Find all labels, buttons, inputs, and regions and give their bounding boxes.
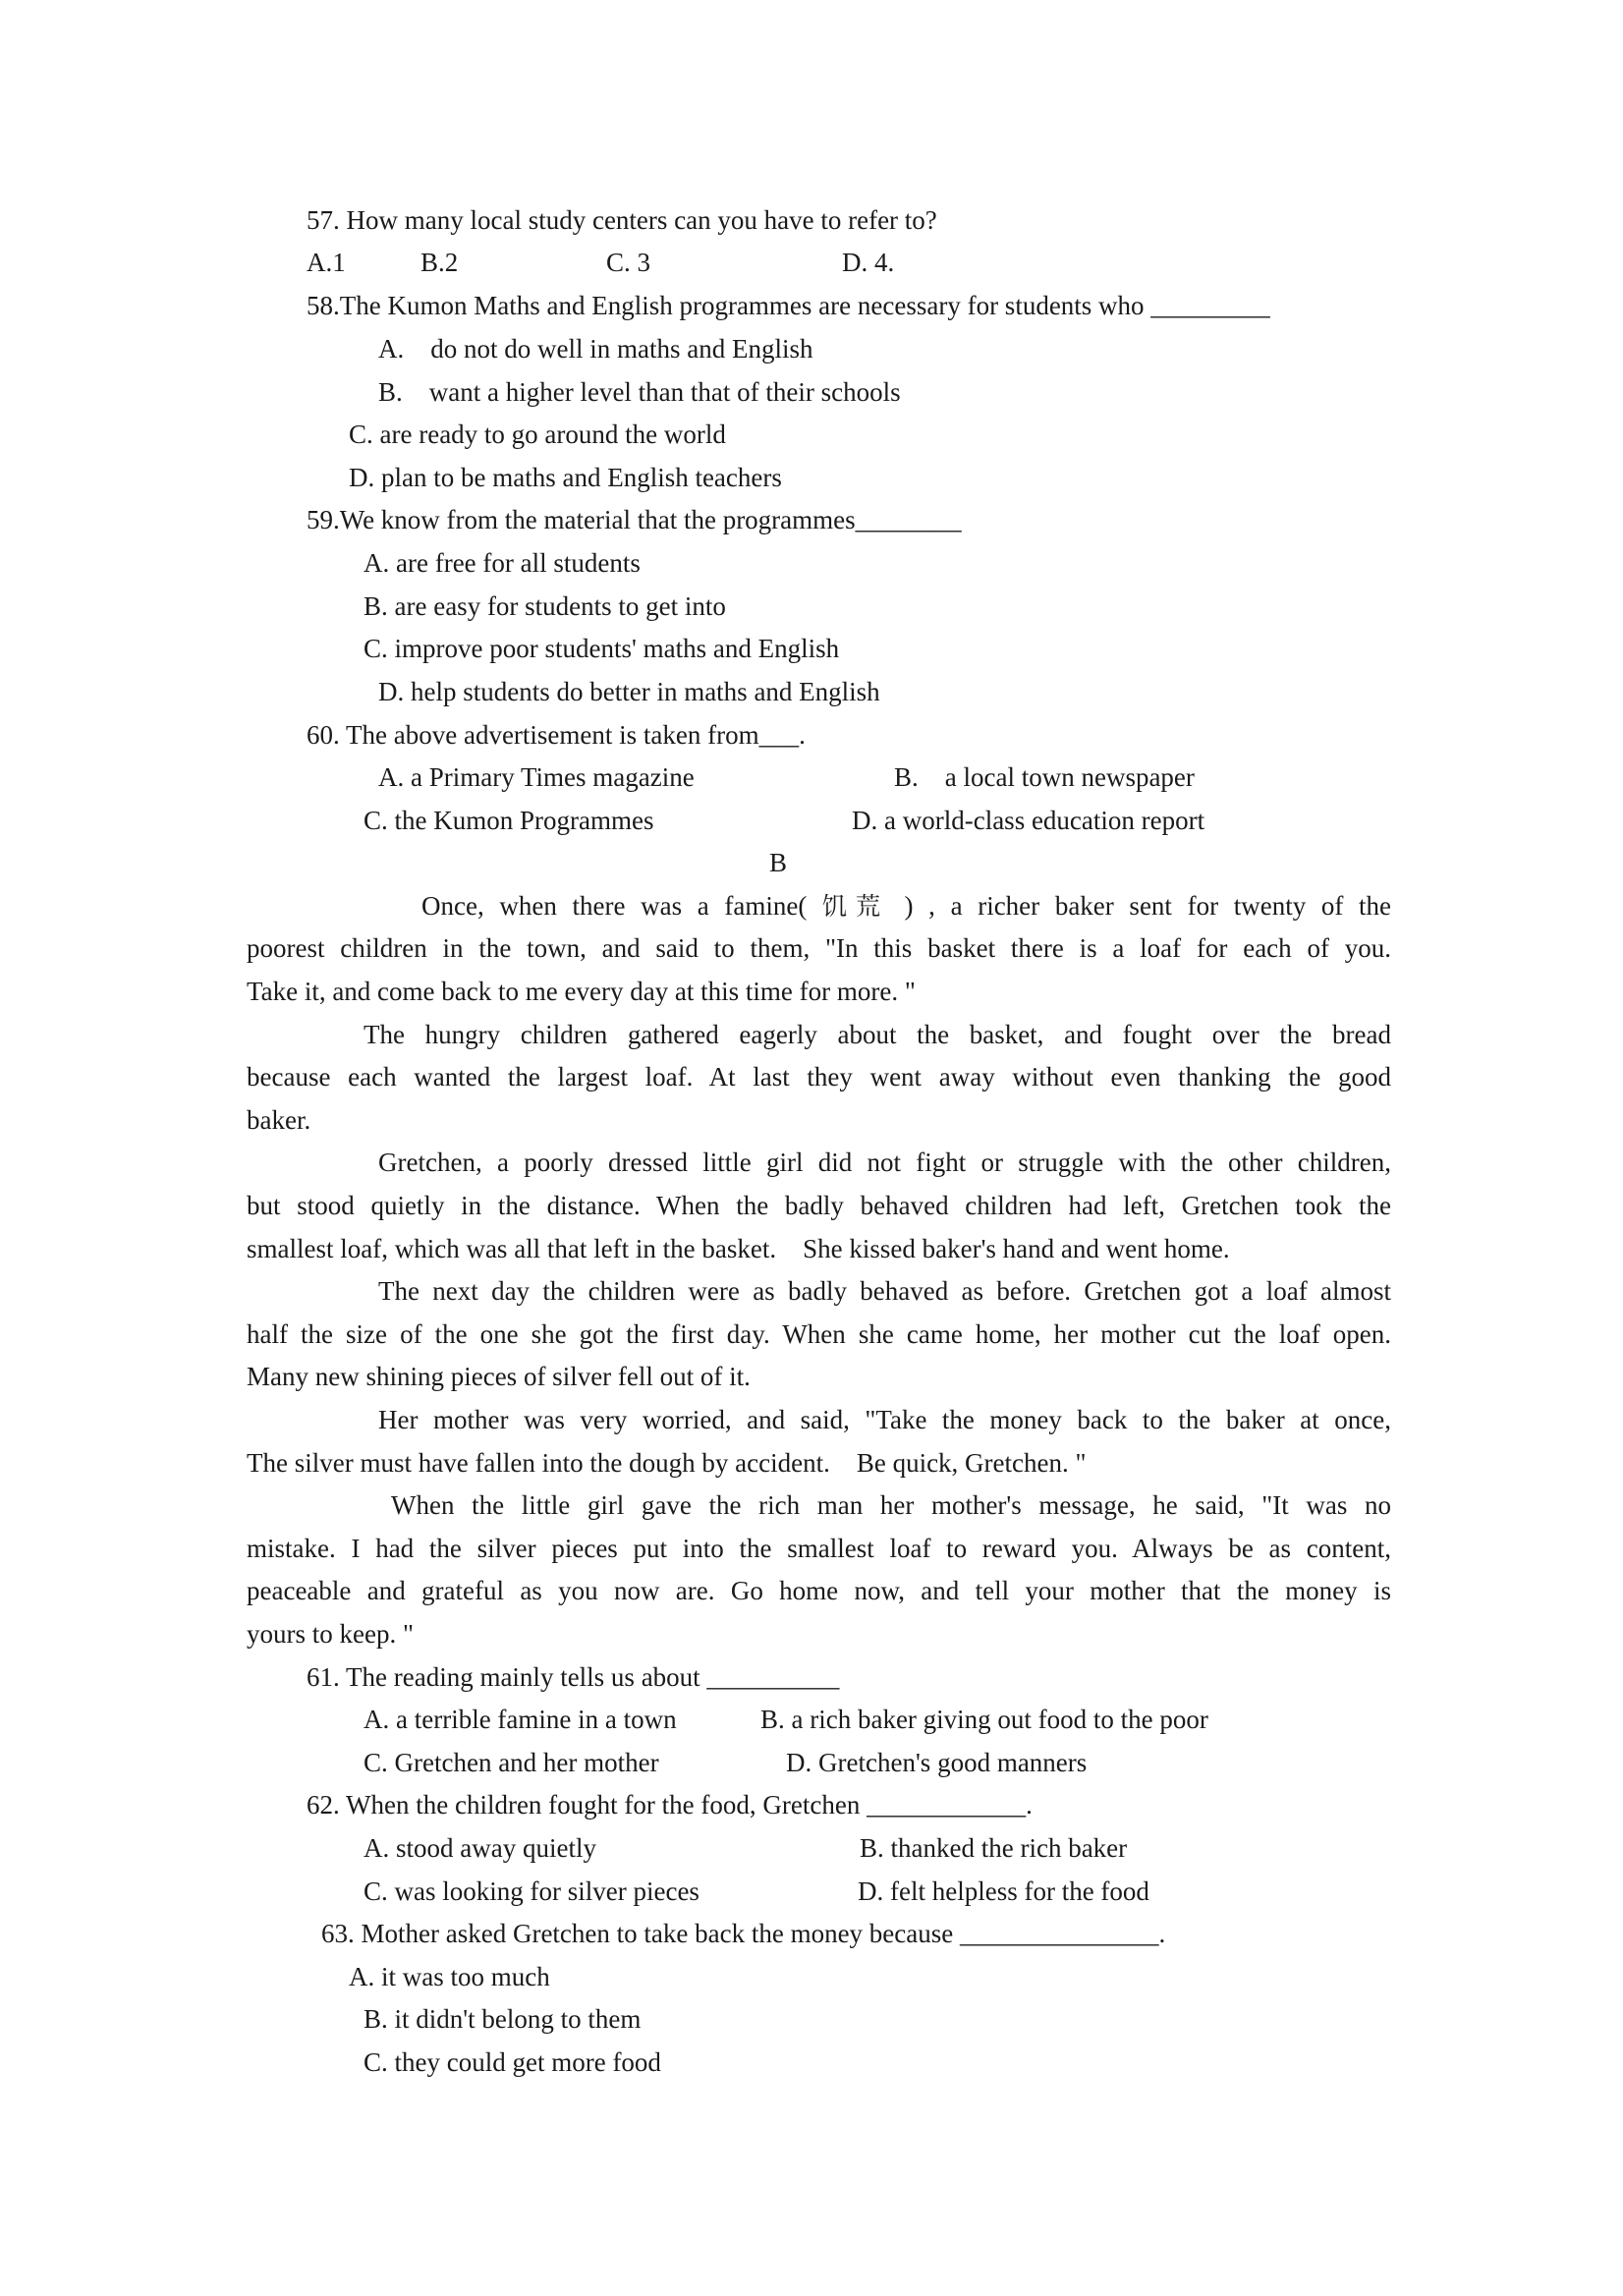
q60-option-a: A. a Primary Times magazine [378, 762, 695, 792]
passage-line: because each wanted the largest loaf. At last they went away without even thanking the good [247, 1062, 1391, 1092]
passage-line: yours to keep. " [247, 1619, 414, 1649]
q59-option-c: C. improve poor students' maths and English [364, 634, 840, 663]
passage-line: but stood quietly in the distance. When the badly behaved children had left, Gretchen took the [247, 1191, 1391, 1220]
q63-option-a: A. it was too much [349, 1962, 550, 1991]
q58-option-a: A. do not do well in maths and English [378, 334, 813, 364]
q60-stem: 60. The above advertisement is taken from___. [307, 720, 806, 750]
q62-stem: 62. When the children fought for the food, Gretchen ____________. [307, 1790, 1033, 1820]
q61-option-c: C. Gretchen and her mother [364, 1748, 659, 1777]
passage-line: Gretchen, a poorly dressed little girl did not fight or struggle with the other children, [378, 1148, 1391, 1177]
q57-option-d: D. 4. [842, 248, 895, 277]
q59-option-d: D. help students do better in maths and English [378, 677, 880, 706]
q63-option-c: C. they could get more food [364, 2047, 661, 2077]
passage-line: The silver must have fallen into the dough by accident. Be quick, Gretchen. " [247, 1448, 1087, 1478]
passage-line: The hungry children gathered eagerly about the basket, and fought over the bread [364, 1020, 1391, 1049]
q61-option-a: A. a terrible famine in a town [364, 1705, 677, 1734]
passage-line: smallest loaf, which was all that left in the basket. She kissed baker's hand and went home. [247, 1234, 1230, 1263]
q60-option-d: D. a world-class education report [852, 806, 1205, 835]
q62-option-b: B. thanked the rich baker [860, 1833, 1128, 1863]
passage-line: The next day the children were as badly behaved as before. Gretchen got a loaf almost [378, 1276, 1391, 1306]
passage-line: mistake. I had the silver pieces put into the smallest loaf to reward you. Always be as content, [247, 1534, 1391, 1563]
q61-option-b: B. a rich baker giving out food to the poor [760, 1705, 1208, 1734]
q57-option-a: A.1 [307, 248, 346, 277]
passage-line: Once, when there was a famine( 饥荒 ) , a richer baker sent for twenty of the [421, 891, 1391, 921]
passage-line: Her mother was very worried, and said, "Take the money back to the baker at once, [378, 1405, 1391, 1434]
passage-line: poorest children in the town, and said to them, "In this basket there is a loaf for each of you. [247, 933, 1391, 963]
passage-line: When the little girl gave the rich man her mother's message, he said, "It was no [391, 1490, 1391, 1520]
q63-stem: 63. Mother asked Gretchen to take back the money because _______________. [321, 1919, 1166, 1948]
q62-option-c: C. was looking for silver pieces [364, 1876, 700, 1906]
passage-line: Many new shining pieces of silver fell out of it. [247, 1362, 751, 1391]
q60-option-c: C. the Kumon Programmes [364, 806, 654, 835]
q61-option-d: D. Gretchen's good manners [786, 1748, 1088, 1777]
q63-option-b: B. it didn't belong to them [364, 2004, 642, 2034]
passage-line: baker. [247, 1105, 311, 1135]
q60-option-b: B. a local town newspaper [894, 762, 1195, 792]
q58-option-d: D. plan to be maths and English teachers [349, 463, 782, 492]
q58-option-c: C. are ready to go around the world [349, 420, 726, 449]
q57-option-c: C. 3 [606, 248, 651, 277]
q58-option-b: B. want a higher level than that of their schools [378, 377, 901, 407]
q61-stem: 61. The reading mainly tells us about __________ [307, 1662, 840, 1692]
q59-stem: 59.We know from the material that the programmes________ [307, 505, 962, 534]
passage-line: Take it, and come back to me every day at this time for more. " [247, 977, 916, 1006]
q62-option-d: D. felt helpless for the food [858, 1876, 1149, 1906]
passage-line: half the size of the one she got the first day. When she came home, her mother cut the loaf open. [247, 1319, 1391, 1349]
passage-line: peaceable and grateful as you now are. Go home now, and tell your mother that the money is [247, 1576, 1391, 1605]
section-heading: B [769, 848, 788, 877]
q59-option-b: B. are easy for students to get into [364, 591, 726, 621]
q58-stem: 58.The Kumon Maths and English programmes are necessary for students who _________ [307, 291, 1270, 320]
q59-option-a: A. are free for all students [364, 548, 641, 578]
q57-option-b: B.2 [420, 248, 459, 277]
q62-option-a: A. stood away quietly [364, 1833, 596, 1863]
q57-stem: 57. How many local study centers can you have to refer to? [307, 205, 937, 235]
